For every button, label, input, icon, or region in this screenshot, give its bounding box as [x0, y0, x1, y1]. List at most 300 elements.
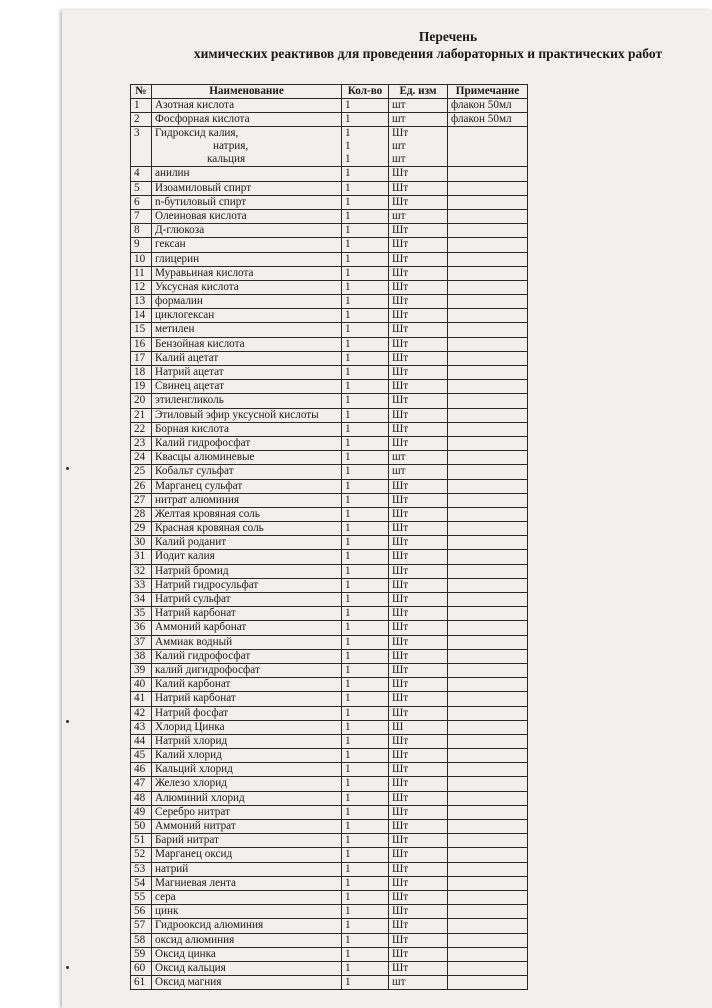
cell-number: [131, 99, 152, 113]
cell-note-text: флакон 50мл: [451, 99, 512, 111]
table-row: [131, 692, 528, 706]
cell-name-text: Муравьиная кислота: [155, 266, 254, 279]
cell-note: [448, 99, 528, 113]
cell-quantity-text: 1: [345, 777, 351, 790]
cell-name-text: Борная кислота: [155, 422, 229, 435]
cell-note: [448, 351, 528, 365]
cell-note: [448, 876, 528, 890]
cell-unit: [389, 663, 448, 677]
cell-quantity-text: 1: [345, 113, 351, 126]
cell-quantity-text: 1: [345, 890, 351, 903]
table-row: [131, 224, 528, 238]
cell-note: [448, 593, 528, 607]
cell-unit-text: Шт: [392, 607, 409, 620]
cell-name: [152, 890, 342, 904]
cell-note: [448, 734, 528, 748]
cell-name: [152, 834, 342, 848]
cell-quantity-text: 1: [345, 933, 351, 946]
cell-note: [448, 422, 528, 436]
cell-quantity: [342, 195, 389, 209]
cell-note: [448, 947, 528, 961]
cell-number-text: 60: [134, 961, 146, 974]
cell-unit: [389, 876, 448, 890]
cell-name: [152, 720, 342, 734]
cell-note: [448, 564, 528, 578]
cell-unit: [389, 195, 448, 209]
cell-number-text: 36: [134, 621, 146, 634]
cell-unit: [389, 947, 448, 961]
cell-number: [131, 113, 152, 127]
cell-number: [131, 692, 152, 706]
cell-name: [152, 578, 342, 592]
table-row: [131, 366, 528, 380]
table-row: [131, 493, 528, 507]
table-row: [131, 720, 528, 734]
cell-quantity: [342, 295, 389, 309]
cell-quantity: [342, 678, 389, 692]
cell-name: [152, 905, 342, 919]
cell-number-text: 11: [134, 266, 145, 279]
table-row: [131, 479, 528, 493]
cell-unit-text: Шт: [392, 309, 409, 322]
table-row: [131, 550, 528, 564]
cell-quantity: [342, 127, 389, 167]
cell-note: [448, 820, 528, 834]
cell-number: [131, 678, 152, 692]
table-row: [131, 834, 528, 848]
cell-number-text: 2: [134, 113, 140, 126]
cell-name-text: Свинец ацетат: [155, 380, 224, 393]
cell-quantity-text: 1: [345, 266, 351, 279]
cell-unit: [389, 181, 448, 195]
cell-unit: [389, 280, 448, 294]
cell-quantity-text: 1: [345, 295, 351, 308]
cell-number: [131, 394, 152, 408]
cell-number: [131, 720, 152, 734]
cell-quantity: [342, 805, 389, 819]
cell-name-text: Натрий бромид: [155, 564, 229, 577]
cell-unit: [389, 252, 448, 266]
cell-name: [152, 734, 342, 748]
cell-number: [131, 295, 152, 309]
cell-number: [131, 366, 152, 380]
cell-quantity-text: 1: [345, 947, 351, 960]
table-row: [131, 209, 528, 223]
cell-unit: [389, 408, 448, 422]
cell-name-text: Уксусная кислота: [155, 280, 239, 293]
scan-speck: [66, 720, 69, 723]
cell-note: [448, 678, 528, 692]
cell-quantity: [342, 706, 389, 720]
cell-quantity: [342, 593, 389, 607]
cell-quantity: [342, 493, 389, 507]
cell-number: [131, 451, 152, 465]
cell-name: [152, 820, 342, 834]
cell-unit-text: Шт: [392, 422, 409, 435]
table-row: [131, 777, 528, 791]
cell-number: [131, 224, 152, 238]
cell-number-text: 1: [134, 99, 140, 111]
cell-name-text: Натрий фосфат: [155, 706, 229, 719]
cell-name-text: Изоамиловый спирт: [155, 181, 252, 194]
cell-note: [448, 692, 528, 706]
cell-quantity: [342, 621, 389, 635]
cell-number: [131, 181, 152, 195]
cell-unit-text: Шт: [392, 536, 409, 549]
cell-unit: [389, 635, 448, 649]
cell-number-text: 39: [134, 663, 146, 676]
cell-unit: [389, 436, 448, 450]
cell-number: [131, 621, 152, 635]
table-row: [131, 763, 528, 777]
cell-name-text: анилин: [155, 167, 190, 180]
cell-unit-text: Шт: [392, 550, 409, 563]
cell-number-text: 51: [134, 834, 146, 847]
cell-quantity-text: 1: [345, 791, 351, 804]
cell-note: [448, 337, 528, 351]
cell-name-text: калий дигидрофосфат: [155, 663, 260, 676]
cell-quantity: [342, 238, 389, 252]
cell-unit-text: Шт: [392, 337, 409, 350]
cell-note: [448, 834, 528, 848]
cell-number-text: 48: [134, 791, 146, 804]
cell-quantity-text: 1: [345, 706, 351, 719]
cell-name: [152, 209, 342, 223]
cell-unit-text: Шт: [392, 252, 409, 265]
cell-number: [131, 649, 152, 663]
cell-name-text: Аммиак водный: [155, 635, 233, 648]
cell-name: [152, 436, 342, 450]
cell-number: [131, 834, 152, 848]
table-row: [131, 195, 528, 209]
table-row: [131, 564, 528, 578]
cell-note: [448, 720, 528, 734]
cell-number: [131, 280, 152, 294]
cell-unit-text: Шт: [392, 749, 409, 762]
cell-quantity: [342, 862, 389, 876]
cell-unit: [389, 578, 448, 592]
cell-number-text: 28: [134, 507, 146, 520]
cell-note: [448, 465, 528, 479]
cell-unit: [389, 621, 448, 635]
cell-number-text: 10: [134, 252, 146, 265]
cell-number: [131, 266, 152, 280]
cell-number-text: 47: [134, 777, 146, 790]
cell-quantity: [342, 635, 389, 649]
cell-name: [152, 252, 342, 266]
cell-name-text: кальция: [207, 153, 246, 166]
cell-note: [448, 848, 528, 862]
cell-quantity-text: 1: [345, 140, 351, 153]
cell-unit: [389, 295, 448, 309]
cell-unit-text: Шт: [392, 507, 409, 520]
cell-number-text: 43: [134, 720, 146, 733]
cell-quantity: [342, 522, 389, 536]
cell-number-text: 8: [134, 224, 140, 237]
cell-unit-text: Шт: [392, 763, 409, 776]
cell-unit: [389, 777, 448, 791]
cell-name-text: Этиловый эфир уксусной кислоты: [155, 408, 319, 421]
cell-number-text: 22: [134, 422, 146, 435]
cell-unit-text: Шт: [392, 805, 409, 818]
cell-name: [152, 522, 342, 536]
cell-number-text: 23: [134, 436, 146, 449]
table-row: [131, 536, 528, 550]
cell-number: [131, 209, 152, 223]
cell-quantity-text: 1: [345, 252, 351, 265]
cell-number: [131, 763, 152, 777]
cell-number: [131, 436, 152, 450]
cell-note: [448, 507, 528, 521]
cell-unit-text: Шт: [392, 961, 409, 974]
cell-name: [152, 862, 342, 876]
cell-unit: [389, 961, 448, 975]
cell-number: [131, 919, 152, 933]
cell-unit: [389, 919, 448, 933]
table-row: [131, 805, 528, 819]
table-row: [131, 113, 528, 127]
cell-name-text: сера: [155, 890, 176, 903]
cell-number-text: 56: [134, 905, 146, 918]
cell-name-text: Олеиновая кислота: [155, 209, 247, 222]
cell-number-text: 24: [134, 451, 146, 464]
cell-quantity: [342, 890, 389, 904]
table-row: [131, 436, 528, 450]
cell-note: [448, 536, 528, 550]
cell-unit-text: Шт: [392, 621, 409, 634]
cell-name-text: Красная кровяная соль: [155, 522, 264, 535]
cell-name: [152, 777, 342, 791]
cell-number: [131, 380, 152, 394]
cell-number-text: 5: [134, 181, 140, 194]
cell-name: [152, 848, 342, 862]
cell-quantity: [342, 479, 389, 493]
cell-unit-text: Шт: [392, 905, 409, 918]
cell-unit: [389, 167, 448, 181]
cell-number-text: 20: [134, 394, 146, 407]
table-row: [131, 621, 528, 635]
cell-unit-text: Шт: [392, 663, 409, 676]
cell-unit: [389, 337, 448, 351]
cell-quantity: [342, 578, 389, 592]
cell-quantity: [342, 394, 389, 408]
cell-number-text: 13: [134, 295, 146, 308]
cell-name-text: Алюминий хлорид: [155, 791, 245, 804]
cell-unit: [389, 763, 448, 777]
cell-name: [152, 422, 342, 436]
cell-quantity-text: 1: [345, 607, 351, 620]
cell-unit: [389, 890, 448, 904]
scan-speck: [66, 467, 69, 470]
table-row: [131, 127, 528, 167]
cell-quantity-text: 1: [345, 593, 351, 605]
cell-quantity: [342, 209, 389, 223]
cell-note: [448, 649, 528, 663]
cell-number: [131, 749, 152, 763]
cell-name-text: Натрий хлорид: [155, 734, 228, 747]
table-row: [131, 337, 528, 351]
cell-name-text: Кобальт сульфат: [155, 465, 234, 478]
cell-note: [448, 479, 528, 493]
cell-unit: [389, 323, 448, 337]
cell-name: [152, 351, 342, 365]
cell-name-text: Йодит калия: [155, 550, 215, 563]
cell-unit-text: Шт: [392, 635, 409, 648]
cell-unit: [389, 422, 448, 436]
cell-note: [448, 663, 528, 677]
cell-quantity: [342, 380, 389, 394]
cell-number-text: 34: [134, 593, 146, 605]
cell-unit-text: Шт: [392, 266, 409, 279]
cell-number-text: 21: [134, 408, 146, 421]
document-title: [148, 28, 708, 62]
cell-name-text: циклогексан: [155, 309, 215, 322]
cell-quantity: [342, 436, 389, 450]
cell-quantity: [342, 649, 389, 663]
cell-number-text: 53: [134, 862, 146, 875]
cell-name: [152, 763, 342, 777]
cell-unit-text: Шт: [392, 127, 409, 140]
cell-number: [131, 408, 152, 422]
cell-number: [131, 309, 152, 323]
cell-name: [152, 692, 342, 706]
table-row: [131, 593, 528, 607]
cell-name-text: Натрий гидросульфат: [155, 578, 259, 591]
table-row: [131, 522, 528, 536]
cell-number-text: 25: [134, 465, 146, 478]
title-line-1: Перечень: [418, 29, 478, 44]
table-row: [131, 181, 528, 195]
cell-quantity: [342, 451, 389, 465]
cell-unit: [389, 479, 448, 493]
cell-number: [131, 890, 152, 904]
cell-quantity: [342, 692, 389, 706]
cell-number-text: 6: [134, 195, 140, 208]
cell-unit-text: Шт: [392, 919, 409, 932]
cell-quantity-text: 1: [345, 749, 351, 762]
table-row: [131, 862, 528, 876]
table-row: [131, 422, 528, 436]
cell-name: [152, 224, 342, 238]
cell-name-text: Аммоний нитрат: [155, 820, 236, 832]
cell-name: [152, 394, 342, 408]
cell-number-text: 49: [134, 805, 146, 818]
cell-number: [131, 663, 152, 677]
cell-quantity: [342, 976, 389, 990]
cell-name-text: Гидрооксид алюминия: [155, 919, 264, 932]
cell-name-text: Желтая кровяная соль: [155, 507, 260, 520]
cell-number: [131, 976, 152, 990]
cell-unit: [389, 848, 448, 862]
cell-quantity-text: 1: [345, 224, 351, 237]
cell-number-text: 40: [134, 678, 146, 691]
table-row: [131, 706, 528, 720]
cell-unit-text: Шт: [392, 777, 409, 790]
cell-unit-text: шт: [392, 209, 406, 222]
cell-number: [131, 947, 152, 961]
cell-quantity: [342, 113, 389, 127]
cell-quantity-text: 1: [345, 167, 351, 180]
cell-name: [152, 309, 342, 323]
cell-unit-text: Шт: [392, 890, 409, 903]
cell-quantity-text: 1: [345, 465, 351, 478]
cell-quantity: [342, 408, 389, 422]
cell-unit-text: Шт: [392, 351, 409, 364]
cell-number-text: 14: [134, 309, 146, 322]
cell-quantity: [342, 550, 389, 564]
cell-number: [131, 479, 152, 493]
cell-number: [131, 607, 152, 621]
cell-number: [131, 635, 152, 649]
cell-unit-text: Шт: [392, 848, 409, 861]
cell-quantity-text: 1: [345, 649, 351, 662]
cell-unit-text: Шт: [392, 564, 409, 577]
cell-quantity-text: 1: [345, 507, 351, 520]
cell-quantity: [342, 763, 389, 777]
cell-number-text: 35: [134, 607, 146, 620]
cell-quantity-text: 1: [345, 195, 351, 208]
cell-quantity: [342, 834, 389, 848]
cell-number-text: 42: [134, 706, 146, 719]
cell-unit: [389, 749, 448, 763]
cell-note: [448, 408, 528, 422]
cell-unit-text: Шт: [392, 380, 409, 393]
cell-unit-text: Шт: [392, 834, 409, 847]
cell-quantity-text: 1: [345, 805, 351, 818]
cell-note: [448, 167, 528, 181]
cell-unit-text: Шт: [392, 522, 409, 535]
cell-number-text: 27: [134, 493, 146, 506]
cell-name: [152, 593, 342, 607]
cell-unit: [389, 692, 448, 706]
cell-note: [448, 394, 528, 408]
cell-name: [152, 266, 342, 280]
cell-name-text: Натрий сульфат: [155, 593, 231, 605]
cell-unit-text: Шт: [392, 366, 409, 378]
table-row: [131, 663, 528, 677]
table-row: [131, 252, 528, 266]
cell-number: [131, 706, 152, 720]
cell-name-text: Калий роданит: [155, 536, 227, 549]
cell-unit: [389, 493, 448, 507]
cell-name: [152, 408, 342, 422]
cell-quantity-text: 1: [345, 961, 351, 974]
cell-unit: [389, 522, 448, 536]
cell-note: [448, 266, 528, 280]
table-row: [131, 99, 528, 113]
cell-number-text: 4: [134, 167, 140, 180]
cell-unit-text: Шт: [392, 593, 409, 605]
cell-number-text: 18: [134, 366, 146, 378]
header-quantity: Кол-во: [342, 85, 389, 99]
cell-name: [152, 536, 342, 550]
table-row: [131, 238, 528, 252]
cell-unit-text: шт: [392, 451, 406, 464]
cell-note: [448, 127, 528, 167]
cell-unit: [389, 862, 448, 876]
cell-unit: [389, 127, 448, 167]
cell-number-text: 59: [134, 947, 146, 960]
cell-note: [448, 436, 528, 450]
cell-number: [131, 791, 152, 805]
cell-quantity: [342, 820, 389, 834]
table-row: [131, 678, 528, 692]
cell-number: [131, 550, 152, 564]
cell-unit-text: Шт: [392, 876, 409, 889]
cell-number-text: 38: [134, 649, 146, 662]
cell-unit: [389, 678, 448, 692]
cell-unit: [389, 224, 448, 238]
